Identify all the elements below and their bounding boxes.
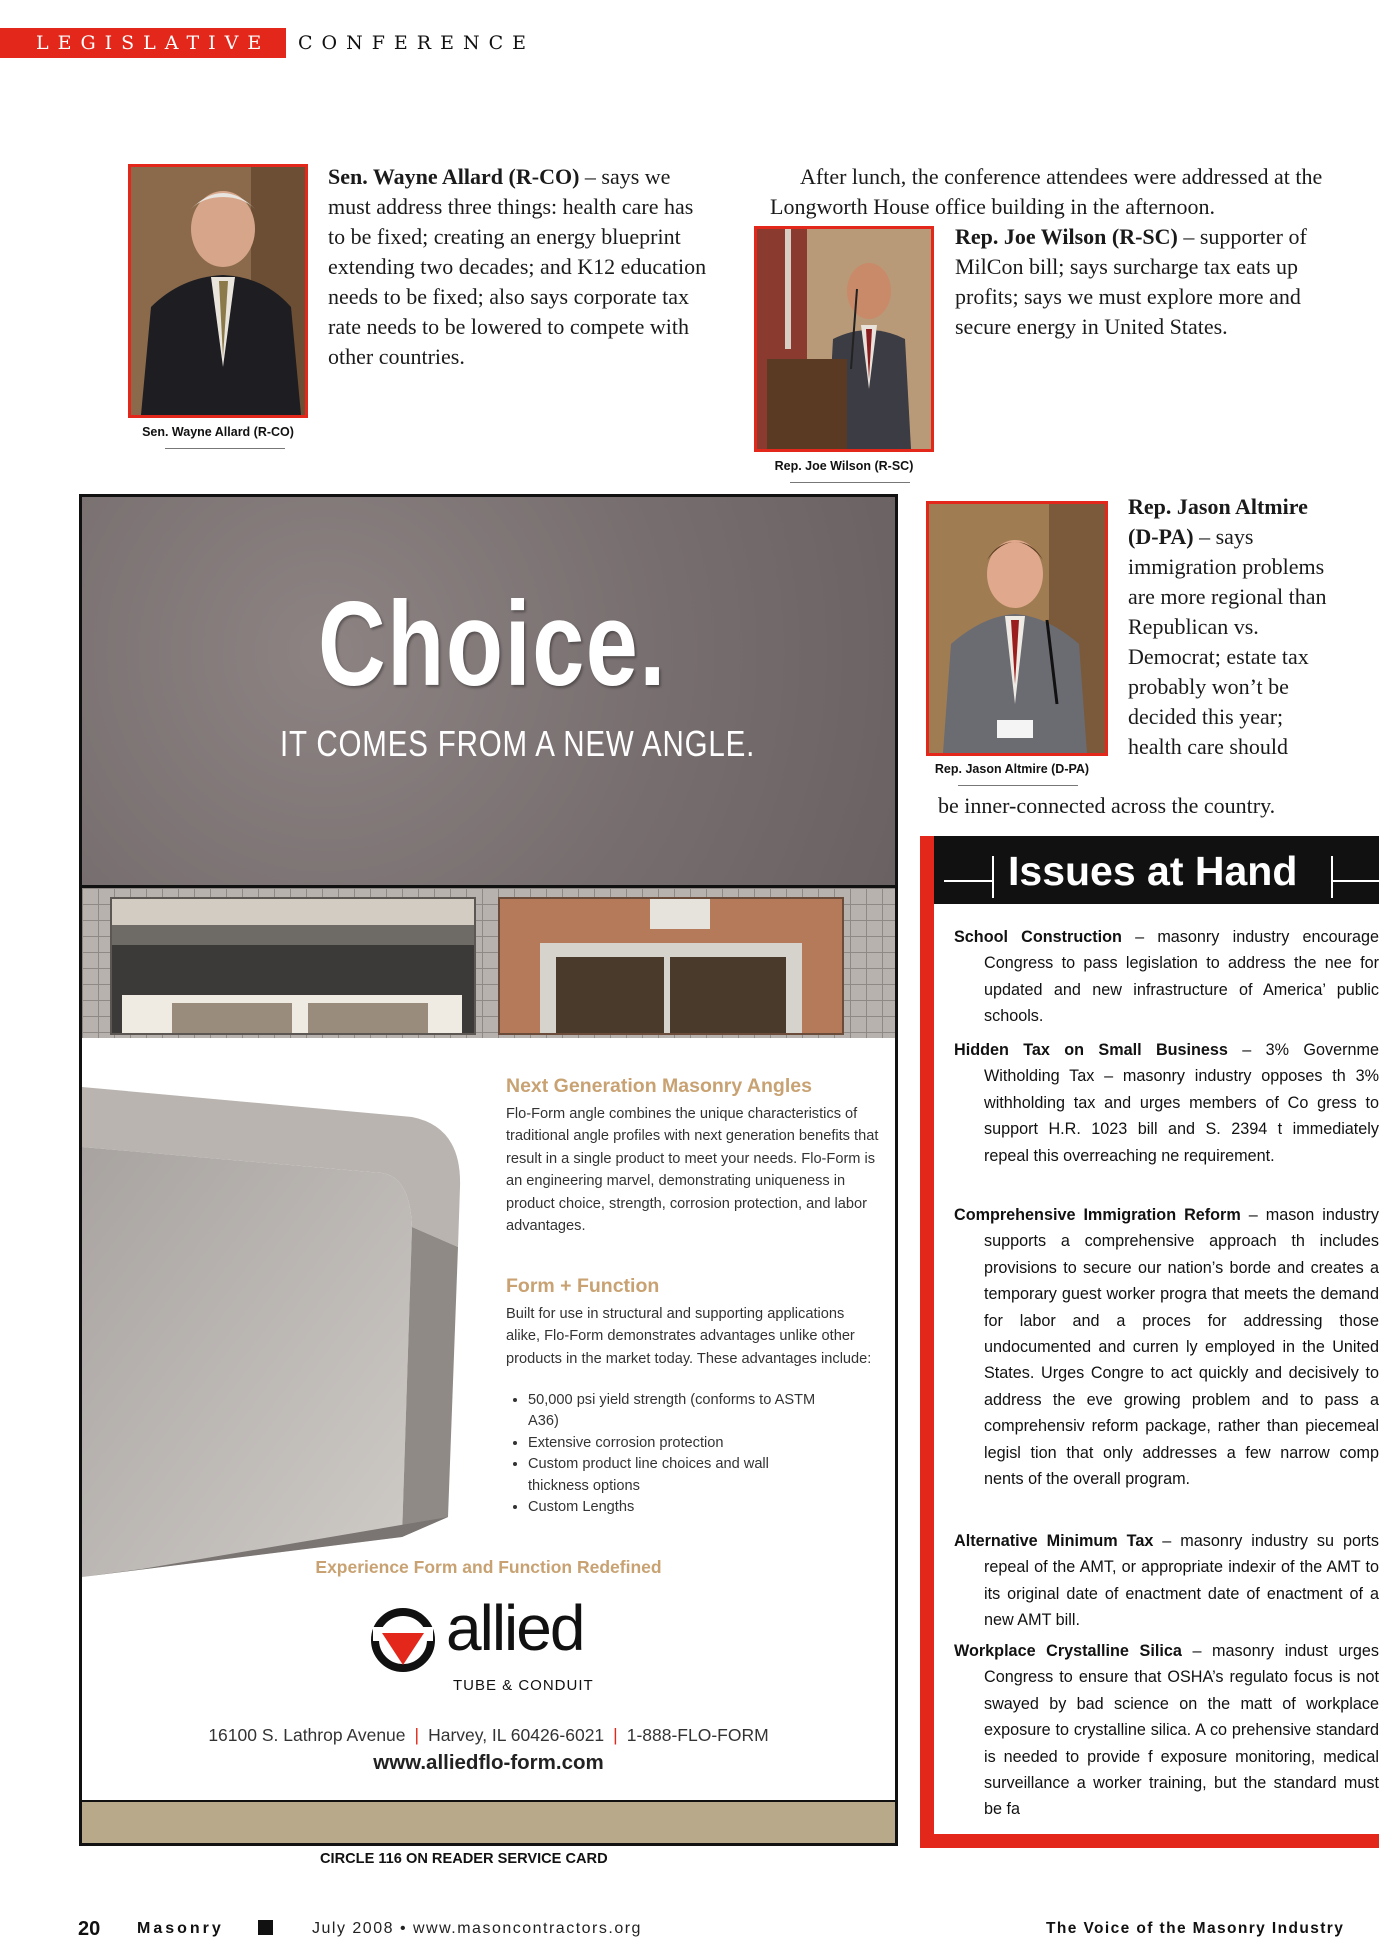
advertisement-flo-form xyxy=(79,494,898,1846)
ad-website[interactable]: www.alliedflo-form.com xyxy=(373,1751,604,1774)
ad-advantage-item: • Custom product line choices and wall thickness options xyxy=(528,1454,828,1497)
issue-heading: Hidden Tax on Small Business xyxy=(954,1041,1228,1059)
section-label-conference: CONFERENCE xyxy=(298,32,535,54)
name-jason-altmire: Rep. Jason Altmire (D-PA) xyxy=(1128,494,1308,549)
issue-immigration-reform xyxy=(954,1202,1379,1524)
page-number: 20 xyxy=(78,1918,101,1940)
article-altmire-end: be inner-connected across the country. xyxy=(938,793,1276,818)
footer-tagline: The Voice of the Masonry Industry xyxy=(1046,1920,1345,1937)
caption-rule xyxy=(958,785,1078,786)
article-wilson xyxy=(955,222,1355,342)
issues-title: Issues at Hand xyxy=(1008,848,1298,894)
ad-window-photo-right xyxy=(498,897,844,1035)
ad-section1-title: Next Generation Masonry Angles xyxy=(506,1075,812,1097)
allard-portrait-illustration xyxy=(131,167,305,415)
allard-remarks: – says we must address three things: health care has to be fixed; creating an energy blueprint extending two decades; and K12 education needs to be fixed; also says corporate tax rate needs to be lowered to compete with other countries. xyxy=(328,164,707,369)
ad-advantage-item: • Extensive corrosion protection xyxy=(528,1433,828,1454)
photo-joe-wilson xyxy=(754,226,934,452)
brick-window-illustration xyxy=(500,899,842,1033)
ad-headline: Choice. xyxy=(318,577,667,711)
issue-text: – masonry industry su ports repeal of the AMT, or appropriate indexir of the AMT to its original date of enactment date of enactment of a new AMT bill. xyxy=(984,1532,1379,1630)
footer-square-icon xyxy=(258,1920,273,1935)
allied-brand-name: allied xyxy=(446,1592,584,1664)
ad-subhead: IT COMES FROM A NEW ANGLE. xyxy=(280,723,756,764)
ad-window-photo-left xyxy=(110,897,476,1035)
ad-city: Harvey, IL 60426-6021 xyxy=(428,1725,605,1745)
issue-text: – masonry industry encourage Congress to pass legislation to address the nee for updated and new infrastructure of America’ public schools. xyxy=(984,928,1379,1026)
caption-rule xyxy=(165,448,285,449)
allied-brand-subtitle: TUBE & CONDUIT xyxy=(453,1677,594,1694)
issue-heading: School Construction xyxy=(954,928,1122,946)
altmire-portrait-illustration xyxy=(929,504,1105,753)
issue-crystalline-silica xyxy=(954,1638,1379,1828)
ad-address: 16100 S. Lathrop Avenue xyxy=(208,1725,406,1745)
altmire-remarks: – says immigration problems are more regional than Republican vs. Democrat; estate tax probably won’t be decided this year; health care should xyxy=(1128,524,1327,759)
article-allard xyxy=(328,162,708,372)
name-wayne-allard: Sen. Wayne Allard (R-CO) xyxy=(328,164,580,189)
caption-wayne-allard: Sen. Wayne Allard (R-CO) xyxy=(142,425,294,439)
ad-section2-title: Form + Function xyxy=(506,1275,660,1297)
allied-logo-icon xyxy=(368,1605,438,1675)
title-rule-left xyxy=(944,880,994,882)
ad-tagline: Experience Form and Function Redefined xyxy=(315,1557,662,1577)
issue-text: – 3% Governme Witholding Tax – masonry industry opposes th 3% withholding tax and urges members of Co gress to support H.R. 1023 bill and S. 2394 t immediately repeal this overreaching ne requirement. xyxy=(984,1041,1379,1165)
issue-date-website: July 2008 • www.masoncontractors.org xyxy=(312,1920,642,1937)
window-illustration xyxy=(112,899,474,1033)
issue-heading: Workplace Crystalline Silica xyxy=(954,1642,1182,1660)
wilson-portrait-illustration xyxy=(757,229,931,449)
ad-contact-line: 16100 S. Lathrop Avenue | Harvey, IL 60426-6021 | 1-888-FLO-FORM xyxy=(208,1725,769,1745)
magazine-name: Masonry xyxy=(137,1920,224,1937)
caption-jason-altmire: Rep. Jason Altmire (D-PA) xyxy=(934,762,1090,776)
issue-text: – masonry indust urges Congress to ensure that OSHA’s regulato focus is not swayed by bad science on the matt of workplace exposure to crystalline silica. A co prehensive standard is needed to provide f exposure monitoring, medical surveillance a worker training, but the standard must be fa xyxy=(984,1642,1379,1819)
ad-bottom-band xyxy=(82,1800,895,1843)
issue-school-construction xyxy=(954,924,1379,1032)
section-label-legislative: LEGISLATIVE xyxy=(0,28,286,58)
ad-section1-text: Flo-Form angle combines the unique characteristics of traditional angle profiles with next generation benefits that result in a single product to meet your needs. Flo-Form is an engineering marvel, demonstrating uniqueness in product choice, strength, corrosion protection, and labor advantages. xyxy=(506,1106,879,1235)
caption-joe-wilson: Rep. Joe Wilson (R-SC) xyxy=(774,459,914,473)
issue-heading: Comprehensive Immigration Reform xyxy=(954,1206,1241,1224)
issue-heading: Alternative Minimum Tax xyxy=(954,1532,1154,1550)
photo-wayne-allard xyxy=(128,164,308,418)
article-lunch-line1: After lunch, the conference attendees were addressed at the xyxy=(800,164,1323,189)
photo-jason-altmire xyxy=(926,501,1108,756)
wilson-remarks: – supporter of MilCon bill; says surcharge tax eats up profits; says we must explore more and secure energy in United States. xyxy=(955,224,1307,339)
reader-service-note: CIRCLE 116 ON READER SERVICE CARD xyxy=(320,1851,608,1867)
issue-text: – mason industry supports a comprehensive approach th includes provisions to secure our nation’s borde and creates a temporary guest worker progra that meets the demand for labor and a proces for addressing those undocumented and curren ly employed in the United States. Urges Congre to act quickly and decisively to address the eve growing problem and to pass a comprehensiv reform package, rather than piecemeal legisl tion that only addresses a few narrow comp nents of the overall program. xyxy=(984,1206,1379,1489)
ad-phone: 1-888-FLO-FORM xyxy=(626,1725,769,1745)
article-altmire xyxy=(1128,492,1338,762)
issue-alternative-minimum-tax xyxy=(954,1528,1379,1636)
ad-section2-text: Built for use in structural and supporting applications alike, Flo-Form demonstrates advantages unlike other products in the market today. These advantages include: xyxy=(506,1306,872,1367)
issue-hidden-tax xyxy=(954,1037,1379,1191)
title-bar-left xyxy=(992,856,994,898)
ad-advantage-item: • Custom Lengths xyxy=(528,1497,828,1518)
name-joe-wilson: Rep. Joe Wilson (R-SC) xyxy=(955,224,1178,249)
ad-advantages-list xyxy=(506,1390,828,1518)
ad-advantage-item: • 50,000 psi yield strength (conforms to ASTM A36) xyxy=(528,1390,828,1433)
title-rule-right xyxy=(1333,880,1379,882)
flo-form-angle-illustration xyxy=(82,1017,562,1577)
article-lunch-line2: Longworth House office building in the afternoon. xyxy=(770,194,1215,219)
title-bar-right xyxy=(1331,856,1333,898)
caption-rule xyxy=(790,482,910,483)
